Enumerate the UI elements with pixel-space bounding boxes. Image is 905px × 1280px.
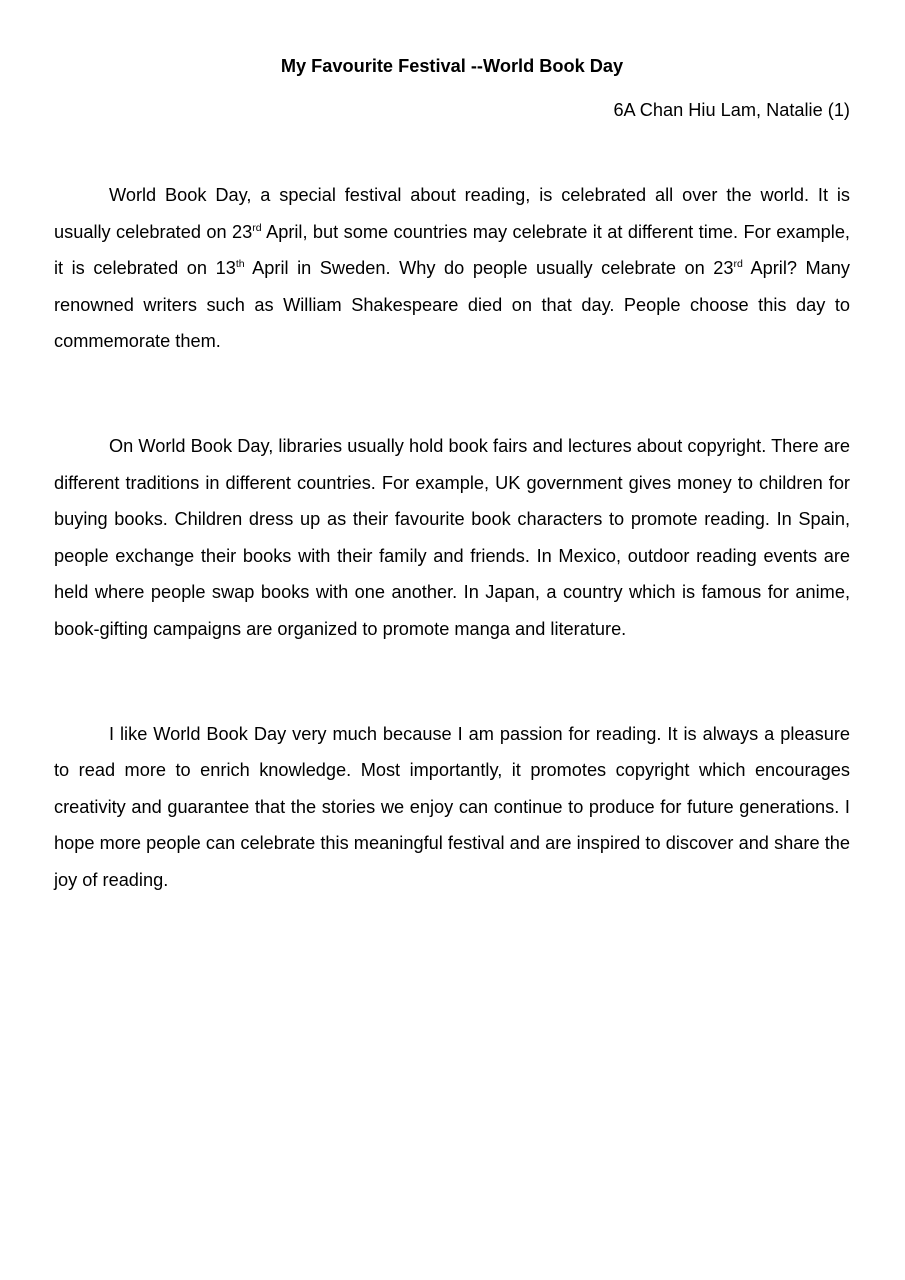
paragraph-3-text: I like World Book Day very much because I am passion for reading. It is always a pleasure to read more to enrich knowledge. Most importantly, it promotes copyright which encourages creativity and guarantee that the stories we enjoy can continue to produce for future generations. I hope more people can celebrate this meaningful festival and are inspired to discover and share the joy of reading.: [54, 723, 850, 890]
document-body: [54, 177, 850, 899]
author-byline: 6A Chan Hiu Lam, Natalie (1): [613, 100, 850, 120]
paragraph-1-text: April? Many renowned writers such as William Shakespeare died on that day. People choose this day to commemorate them.: [54, 258, 851, 352]
paragraph-2: [54, 428, 850, 648]
paragraph-1: [54, 177, 850, 360]
paragraph-1-text: April in Sweden. Why do people usually celebrate on 23: [244, 258, 734, 279]
paragraph-1-text: April, but some countries may celebrate it at different time. For example, it is celebrated on 13: [54, 221, 850, 279]
paragraph-1-text: World Book Day, a special festival about reading, is celebrated all over the world. It is usually celebrated on 23: [54, 185, 850, 242]
ordinal-superscript: th: [235, 258, 245, 271]
paragraph-3: [54, 716, 850, 899]
ordinal-superscript: rd: [733, 258, 743, 271]
document-title: My Favourite Festival --World Book Day: [280, 56, 624, 76]
paragraph-2-text: On World Book Day, libraries usually hold book fairs and lectures about copyright. There are different traditions in different countries. For example, UK government gives money to children for buying books. Children dress up as their favourite book characters to promote reading. In Spain, people exchange their books with their family and friends. In Mexico, outdoor reading events are held where people swap books with one another. In Japan, a country which is famous for anime, book-gifting campaigns are organized to promote manga and literature.: [54, 435, 850, 639]
ordinal-superscript: rd: [252, 221, 262, 234]
